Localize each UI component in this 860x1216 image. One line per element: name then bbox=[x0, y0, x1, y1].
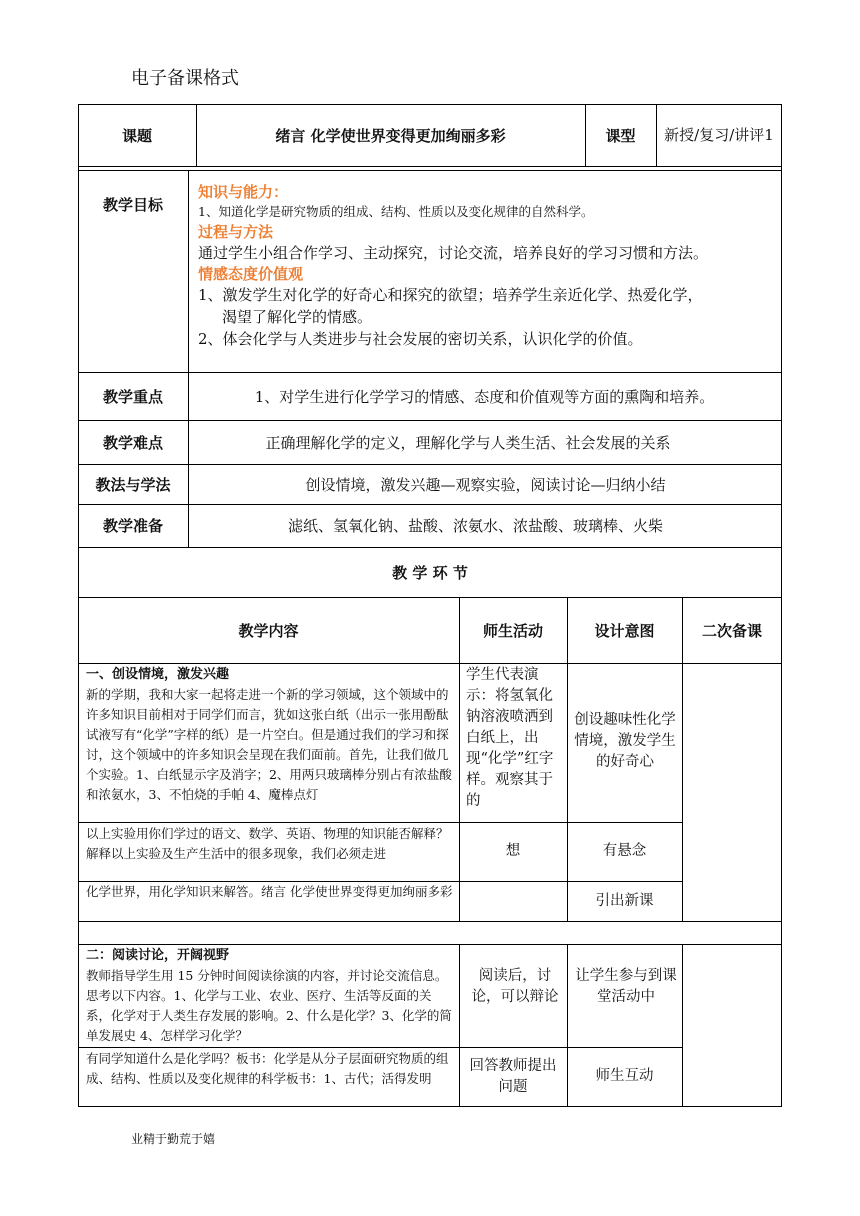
page-header: 电子备课格式 bbox=[131, 68, 239, 89]
part1-intent: 创设趣味性化学情境，激发学生的好奇心 bbox=[574, 711, 676, 770]
methods-value: 创设情境，激发兴趣—观察实验，阅读讨论—归纳小结 bbox=[305, 475, 666, 494]
objectives-content bbox=[198, 182, 783, 350]
part2-activity2: 回答教师提出问题 bbox=[469, 1057, 557, 1095]
section-title: 教 学 环 节 bbox=[392, 563, 468, 582]
key-points-label: 教学重点 bbox=[102, 387, 163, 406]
part2-text2: 有同学知道什么是化学吗？板书：化学是从分子层面研究物质的组成、结构、性质以及变化规律的科学板书：1、古代；活得发明 bbox=[86, 1051, 449, 1086]
difficulties-label: 教学难点 bbox=[102, 433, 163, 452]
difficulties-value: 正确理解化学的定义，理解化学与人类生活、社会发展的关系 bbox=[265, 433, 671, 452]
preparation-label: 教学准备 bbox=[102, 517, 163, 535]
part1-intent2: 有悬念 bbox=[602, 843, 647, 859]
page-footer: 业精于勤荒于嬉 bbox=[131, 1132, 216, 1146]
part1-title: 一、创设情境，激发兴趣 bbox=[86, 667, 230, 682]
part1-text: 新的学期，我和大家一起将走进一个新的学习领域，这个领域中的许多知识目前相对于同学们而言，犹如这张白纸（出示一张用酚酞试液写有“化学”字样的纸）是一片空白。但是通过我们的学习和探讨，这个领域中的许多知识会呈现在我们面前。首先，让我们做几个实验。1、白纸显示字及消字；2、用两只玻璃棒分别占有浓盐酸和浓氨水，3、不怕烧的手帕 4、魔棒点灯 bbox=[86, 687, 452, 802]
objective-heading-emotion: 情感态度价值观 bbox=[198, 265, 304, 283]
part1-intent3: 引出新课 bbox=[595, 892, 654, 909]
objective-emotion-text-2: 2、体会化学与人类进步与社会发展的密切关系，认识化学的价值。 bbox=[198, 330, 643, 348]
objective-process-text: 通过学生小组合作学习、主动探究，讨论交流，培养良好的学习习惯和方法。 bbox=[198, 244, 709, 262]
part2-intent2: 师生互动 bbox=[595, 1068, 654, 1084]
lesson-type-value: 新授/复习/讲评1 bbox=[664, 126, 774, 144]
column-header-second-prep: 二次备课 bbox=[701, 621, 762, 640]
part1-content bbox=[86, 665, 456, 805]
methods-label: 教法与学法 bbox=[95, 475, 171, 494]
part2-content bbox=[86, 946, 456, 1046]
column-header-content: 教学内容 bbox=[238, 621, 299, 640]
part1-activity2: 想 bbox=[505, 843, 521, 859]
column-header-activity: 师生活动 bbox=[482, 621, 543, 640]
objective-emotion-text-1b: 渴望了解化学的情感。 bbox=[222, 308, 373, 326]
objective-knowledge-text: 1、知道化学是研究物质的组成、结构、性质以及变化规律的自然科学。 bbox=[198, 204, 594, 219]
objective-heading-process: 过程与方法 bbox=[198, 223, 274, 241]
lesson-title-value: 绪言 化学使世界变得更加绚丽多彩 bbox=[275, 126, 506, 145]
part2-activity: 阅读后，讨论，可以辩论 bbox=[471, 968, 559, 1005]
part2-title: 二：阅读讨论，开阔视野 bbox=[86, 948, 230, 963]
part1-text2: 以上实验用你们学过的语文、数学、英语、物理的知识能否解释？解释以上实验及生产生活中的很多现象，我们必须走进 bbox=[86, 826, 449, 861]
part1-activity: 学生代表演示：将氢氧化钠溶液喷洒到白纸上，出现“化学”红字样。观察其于的 bbox=[466, 667, 554, 809]
column-header-intent: 设计意图 bbox=[594, 621, 655, 640]
objectives-label: 教学目标 bbox=[102, 195, 163, 214]
objective-heading-knowledge: 知识与能力： bbox=[198, 183, 289, 201]
lesson-type-label: 课型 bbox=[605, 126, 636, 145]
part2-intent: 让学生参与到课堂活动中 bbox=[575, 968, 677, 1005]
part2-text: 教师指导学生用 15 分钟时间阅读徐演的内容，并讨论交流信息。思考以下内容。1、化学与工业、农业、医疗、生活等反面的关系，化学对于人类生存发展的影响。2、什么是化学？3、化学的简单发展史 4、怎样学习化学？ bbox=[86, 968, 452, 1043]
part1-text3: 化学世界，用化学知识来解答。绪言 化学使世界变得更加绚丽多彩 bbox=[86, 884, 453, 899]
preparation-value: 滤纸、氢氧化钠、盐酸、浓氨水、浓盐酸、玻璃棒、火柴 bbox=[288, 517, 664, 535]
lesson-title-label: 课题 bbox=[121, 126, 152, 145]
key-points-value: 1、对学生进行化学学习的情感、态度和价值观等方面的熏陶和培养。 bbox=[254, 387, 715, 406]
objective-emotion-text-1: 1、激发学生对化学的好奇心和探究的欲望；培养学生亲近化学、热爱化学， bbox=[198, 286, 703, 304]
